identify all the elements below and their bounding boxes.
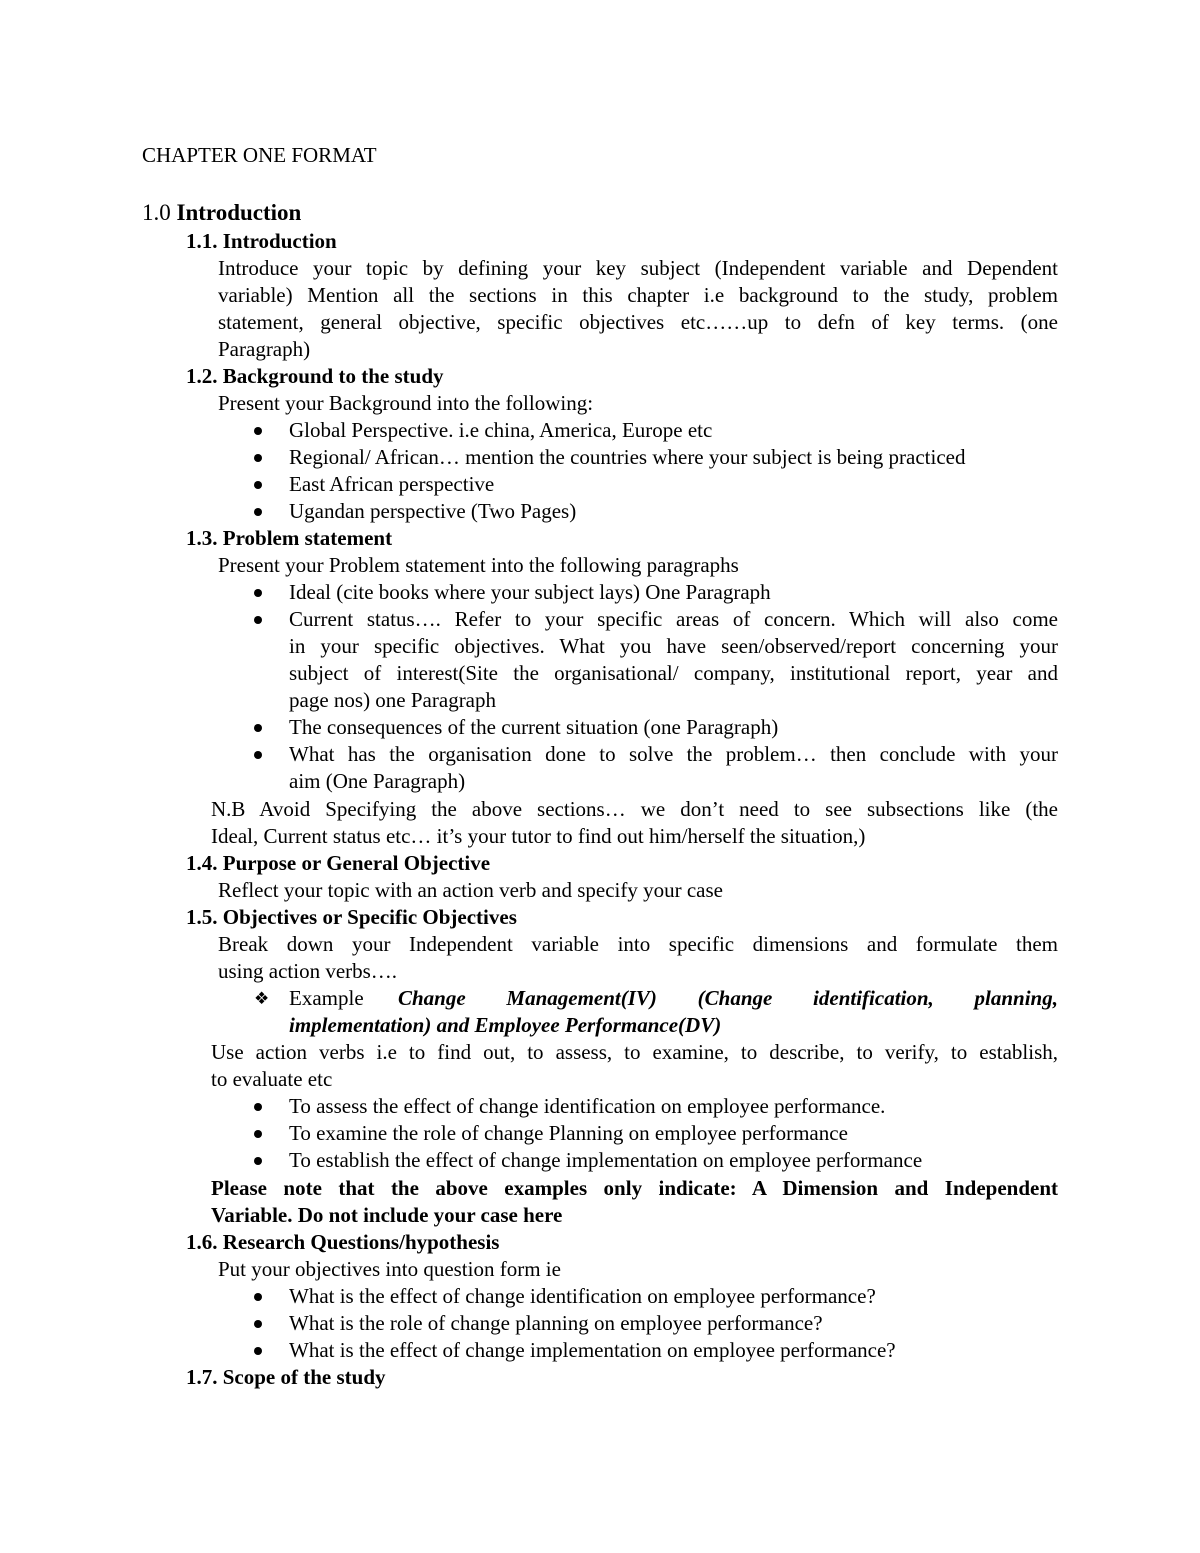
section-1-1-line: Introduce your topic by defining your key subject (Independent variable and Dependent <box>218 256 1058 280</box>
list-item: What is the effect of change implementation on employee performance? <box>289 1338 896 1362</box>
section-1-5-note-line: Variable. Do not include your case here <box>211 1203 563 1227</box>
section-1-5-line: using action verbs…. <box>218 959 398 983</box>
list-item-line: aim (One Paragraph) <box>289 769 466 793</box>
section-1-3-lead: Present your Problem statement into the following paragraphs <box>218 553 739 577</box>
bullet-icon <box>254 1347 262 1355</box>
section-1-1-line: statement, general objective, specific objectives etc……up to defn of key terms. (one <box>218 310 1058 334</box>
bullet-icon <box>254 1103 262 1111</box>
list-item: Ugandan perspective (Two Pages) <box>289 499 577 523</box>
section-1-0-title: Introduction <box>176 200 302 225</box>
section-1-5-note-line: Please note that the above examples only indicate: A Dimension and Independent <box>211 1176 1058 1200</box>
bullet-icon <box>254 751 262 759</box>
bullet-icon <box>254 454 262 462</box>
list-item: What is the role of change planning on employee performance? <box>289 1311 823 1335</box>
list-item: Ideal (cite books where your subject lays) One Paragraph <box>289 580 771 604</box>
section-1-6-heading: 1.6. Research Questions/hypothesis <box>186 1230 500 1254</box>
section-1-4-heading: 1.4. Purpose or General Objective <box>186 851 491 875</box>
section-1-1-heading: 1.1. Introduction <box>186 229 337 253</box>
diamond-bullet-icon: ❖ <box>254 989 270 1008</box>
bullet-icon <box>254 1130 262 1138</box>
bullet-icon <box>254 481 262 489</box>
action-verbs-line: to evaluate etc <box>211 1067 333 1091</box>
section-1-0-number: 1.0 <box>142 200 171 225</box>
list-item: East African perspective <box>289 472 495 496</box>
section-1-3-note-line: N.B Avoid Specifying the above sections… we don’t need to see subsections like (the <box>211 797 1058 821</box>
section-1-2-lead: Present your Background into the following: <box>218 391 594 415</box>
section-1-3-heading: 1.3. Problem statement <box>186 526 393 550</box>
list-item-line: Current status…. Refer to your specific areas of concern. Which will also come <box>289 607 1058 631</box>
list-item: The consequences of the current situation (one Paragraph) <box>289 715 779 739</box>
section-1-6-lead: Put your objectives into question form ie <box>218 1257 561 1281</box>
section-1-7-heading: 1.7. Scope of the study <box>186 1365 386 1389</box>
section-1-0-heading <box>142 199 301 226</box>
bullet-icon <box>254 589 262 597</box>
bullet-icon <box>254 508 262 516</box>
action-verbs-line: Use action verbs i.e to find out, to assess, to examine, to describe, to verify, to establish, <box>211 1040 1058 1064</box>
section-1-5-heading: 1.5. Objectives or Specific Objectives <box>186 905 517 929</box>
list-item: Regional/ African… mention the countries where your subject is being practiced <box>289 445 966 469</box>
section-1-4-text: Reflect your topic with an action verb and specify your case <box>218 878 723 902</box>
bullet-icon <box>254 1320 262 1328</box>
list-item: Global Perspective. i.e china, America, Europe etc <box>289 418 713 442</box>
list-item: To examine the role of change Planning on employee performance <box>289 1121 848 1145</box>
section-1-5-line: Break down your Independent variable into specific dimensions and formulate them <box>218 932 1058 956</box>
bullet-icon <box>254 1293 262 1301</box>
bullet-icon <box>254 1157 262 1165</box>
document-title: CHAPTER ONE FORMAT <box>142 143 377 167</box>
bullet-icon <box>254 616 262 624</box>
bullet-icon <box>254 427 262 435</box>
list-item: To assess the effect of change identification on employee performance. <box>289 1094 886 1118</box>
list-item-line: in your specific objectives. What you have seen/observed/report concerning your <box>289 634 1058 658</box>
example-text-line: Change Management(IV) (Change identification, planning, <box>398 986 1058 1010</box>
bullet-icon <box>254 724 262 732</box>
list-item: What is the effect of change identification on employee performance? <box>289 1284 876 1308</box>
section-1-2-heading: 1.2. Background to the study <box>186 364 444 388</box>
section-1-1-line: variable) Mention all the sections in this chapter i.e background to the study, problem <box>218 283 1058 307</box>
list-item-line: page nos) one Paragraph <box>289 688 497 712</box>
list-item-line: What has the organisation done to solve the problem… then conclude with your <box>289 742 1058 766</box>
list-item: To establish the effect of change implementation on employee performance <box>289 1148 923 1172</box>
section-1-3-note-line: Ideal, Current status etc… it’s your tutor to find out him/herself the situation,) <box>211 824 866 848</box>
example-label: Example <box>289 986 364 1010</box>
section-1-1-line: Paragraph) <box>218 337 311 361</box>
example-text-line: implementation) and Employee Performance(DV) <box>289 1013 722 1037</box>
list-item-line: subject of interest(Site the organisational/ company, institutional report, year and <box>289 661 1058 685</box>
